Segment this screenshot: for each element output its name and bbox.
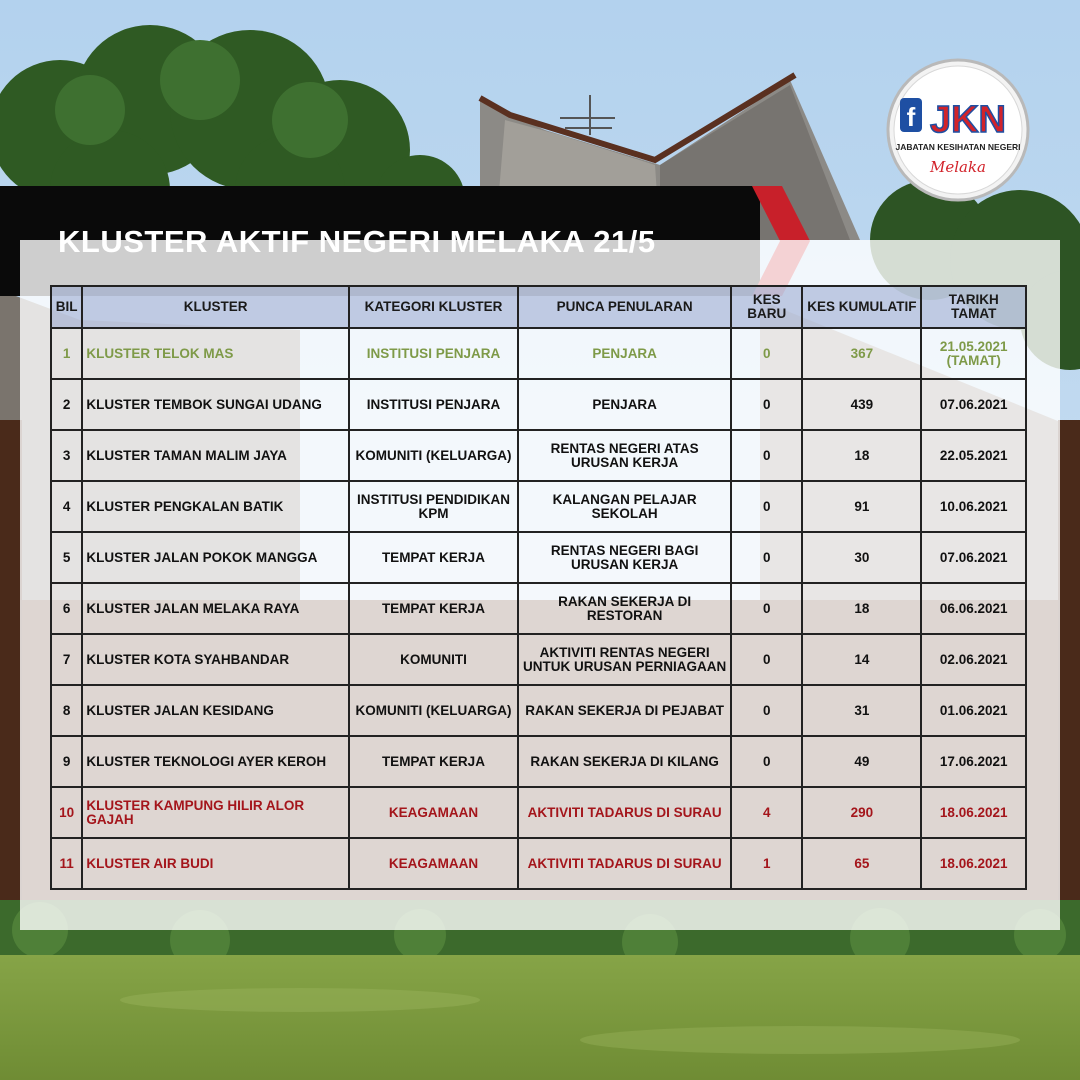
punca-cell: PENJARA	[518, 328, 731, 379]
punca-cell: RAKAN SEKERJA DI KILANG	[518, 736, 731, 787]
kategori-cell: INSTITUSI PENJARA	[349, 328, 518, 379]
kes-baru-cell: 0	[731, 379, 802, 430]
kes-baru-cell: 0	[731, 481, 802, 532]
tarikh-tamat-cell: 01.06.2021	[921, 685, 1026, 736]
punca-cell: PENJARA	[518, 379, 731, 430]
tarikh-tamat-cell: 18.06.2021	[921, 787, 1026, 838]
header-tarikh-tamat: TARIKH TAMAT	[921, 286, 1026, 328]
punca-cell: KALANGAN PELAJAR SEKOLAH	[518, 481, 731, 532]
kes-kumulatif-cell: 30	[802, 532, 921, 583]
header-kes-kumulatif: KES KUMULATIF	[802, 286, 921, 328]
logo-script: Melaka	[929, 158, 987, 176]
cluster-table	[50, 285, 1027, 890]
table-row	[51, 583, 1026, 634]
bil-cell: 10	[51, 787, 82, 838]
punca-cell: RAKAN SEKERJA DI PEJABAT	[518, 685, 731, 736]
tarikh-tamat-cell: 21.05.2021 (TAMAT)	[921, 328, 1026, 379]
kes-kumulatif-cell: 439	[802, 379, 921, 430]
kes-kumulatif-cell: 31	[802, 685, 921, 736]
kluster-cell: KLUSTER JALAN MELAKA RAYA	[82, 583, 348, 634]
kategori-cell: INSTITUSI PENJARA	[349, 379, 518, 430]
table-row	[51, 430, 1026, 481]
header-kluster: KLUSTER	[82, 286, 348, 328]
table-row	[51, 787, 1026, 838]
kategori-cell: TEMPAT KERJA	[349, 736, 518, 787]
kluster-cell: KLUSTER TAMAN MALIM JAYA	[82, 430, 348, 481]
tarikh-tamat-cell: 07.06.2021	[921, 532, 1026, 583]
table-row	[51, 379, 1026, 430]
kluster-cell: KLUSTER JALAN POKOK MANGGA	[82, 532, 348, 583]
punca-cell: AKTIVITI RENTAS NEGERI UNTUK URUSAN PERNIAGAAN	[518, 634, 731, 685]
table-row	[51, 634, 1026, 685]
header-bil: BIL	[51, 286, 82, 328]
bil-cell: 4	[51, 481, 82, 532]
kes-baru-cell: 0	[731, 532, 802, 583]
kategori-cell: KEAGAMAAN	[349, 838, 518, 889]
kluster-cell: KLUSTER TEMBOK SUNGAI UDANG	[82, 379, 348, 430]
kes-baru-cell: 1	[731, 838, 802, 889]
tarikh-tamat-cell: 10.06.2021	[921, 481, 1026, 532]
punca-cell: RENTAS NEGERI ATAS URUSAN KERJA	[518, 430, 731, 481]
kes-kumulatif-cell: 91	[802, 481, 921, 532]
kes-kumulatif-cell: 367	[802, 328, 921, 379]
kategori-cell: INSTITUSI PENDIDIKAN KPM	[349, 481, 518, 532]
kluster-cell: KLUSTER AIR BUDI	[82, 838, 348, 889]
table-row	[51, 328, 1026, 379]
kategori-cell: TEMPAT KERJA	[349, 532, 518, 583]
table-row	[51, 685, 1026, 736]
bil-cell: 5	[51, 532, 82, 583]
kes-kumulatif-cell: 65	[802, 838, 921, 889]
bil-cell: 11	[51, 838, 82, 889]
kes-kumulatif-cell: 290	[802, 787, 921, 838]
punca-cell: RAKAN SEKERJA DI RESTORAN	[518, 583, 731, 634]
kes-baru-cell: 0	[731, 583, 802, 634]
table-header-row	[51, 286, 1026, 328]
tarikh-tamat-cell: 06.06.2021	[921, 583, 1026, 634]
bil-cell: 1	[51, 328, 82, 379]
kluster-cell: KLUSTER KAMPUNG HILIR ALOR GAJAH	[82, 787, 348, 838]
bil-cell: 9	[51, 736, 82, 787]
logo-jkn: JKN	[929, 99, 1007, 141]
kluster-cell: KLUSTER TELOK MAS	[82, 328, 348, 379]
kluster-cell: KLUSTER KOTA SYAHBANDAR	[82, 634, 348, 685]
kategori-cell: KOMUNITI (KELUARGA)	[349, 685, 518, 736]
tarikh-tamat-cell: 02.06.2021	[921, 634, 1026, 685]
jkn-logo	[886, 58, 1030, 202]
bil-cell: 2	[51, 379, 82, 430]
kluster-cell: KLUSTER TEKNOLOGI AYER KEROH	[82, 736, 348, 787]
kategori-cell: KOMUNITI	[349, 634, 518, 685]
kategori-cell: KEAGAMAAN	[349, 787, 518, 838]
kluster-cell: KLUSTER PENGKALAN BATIK	[82, 481, 348, 532]
tarikh-tamat-cell: 22.05.2021	[921, 430, 1026, 481]
logo-subtitle: JABATAN KESIHATAN NEGERI	[895, 142, 1021, 152]
tarikh-tamat-cell: 18.06.2021	[921, 838, 1026, 889]
table-row	[51, 481, 1026, 532]
kes-baru-cell: 0	[731, 685, 802, 736]
punca-cell: AKTIVITI TADARUS DI SURAU	[518, 838, 731, 889]
kes-kumulatif-cell: 18	[802, 583, 921, 634]
table-row	[51, 838, 1026, 889]
punca-cell: AKTIVITI TADARUS DI SURAU	[518, 787, 731, 838]
header-kes-baru: KES BARU	[731, 286, 802, 328]
tarikh-tamat-cell: 17.06.2021	[921, 736, 1026, 787]
kes-baru-cell: 0	[731, 430, 802, 481]
kes-baru-cell: 0	[731, 634, 802, 685]
punca-cell: RENTAS NEGERI BAGI URUSAN KERJA	[518, 532, 731, 583]
kes-baru-cell: 0	[731, 328, 802, 379]
logo-f: f	[906, 102, 916, 132]
bil-cell: 8	[51, 685, 82, 736]
kluster-cell: KLUSTER JALAN KESIDANG	[82, 685, 348, 736]
header-punca: PUNCA PENULARAN	[518, 286, 731, 328]
kes-kumulatif-cell: 14	[802, 634, 921, 685]
kes-kumulatif-cell: 49	[802, 736, 921, 787]
kategori-cell: KOMUNITI (KELUARGA)	[349, 430, 518, 481]
bil-cell: 7	[51, 634, 82, 685]
kes-baru-cell: 4	[731, 787, 802, 838]
bil-cell: 3	[51, 430, 82, 481]
table-row	[51, 736, 1026, 787]
table-row	[51, 532, 1026, 583]
header-kategori: KATEGORI KLUSTER	[349, 286, 518, 328]
kes-baru-cell: 0	[731, 736, 802, 787]
tarikh-tamat-cell: 07.06.2021	[921, 379, 1026, 430]
kategori-cell: TEMPAT KERJA	[349, 583, 518, 634]
kes-kumulatif-cell: 18	[802, 430, 921, 481]
bil-cell: 6	[51, 583, 82, 634]
